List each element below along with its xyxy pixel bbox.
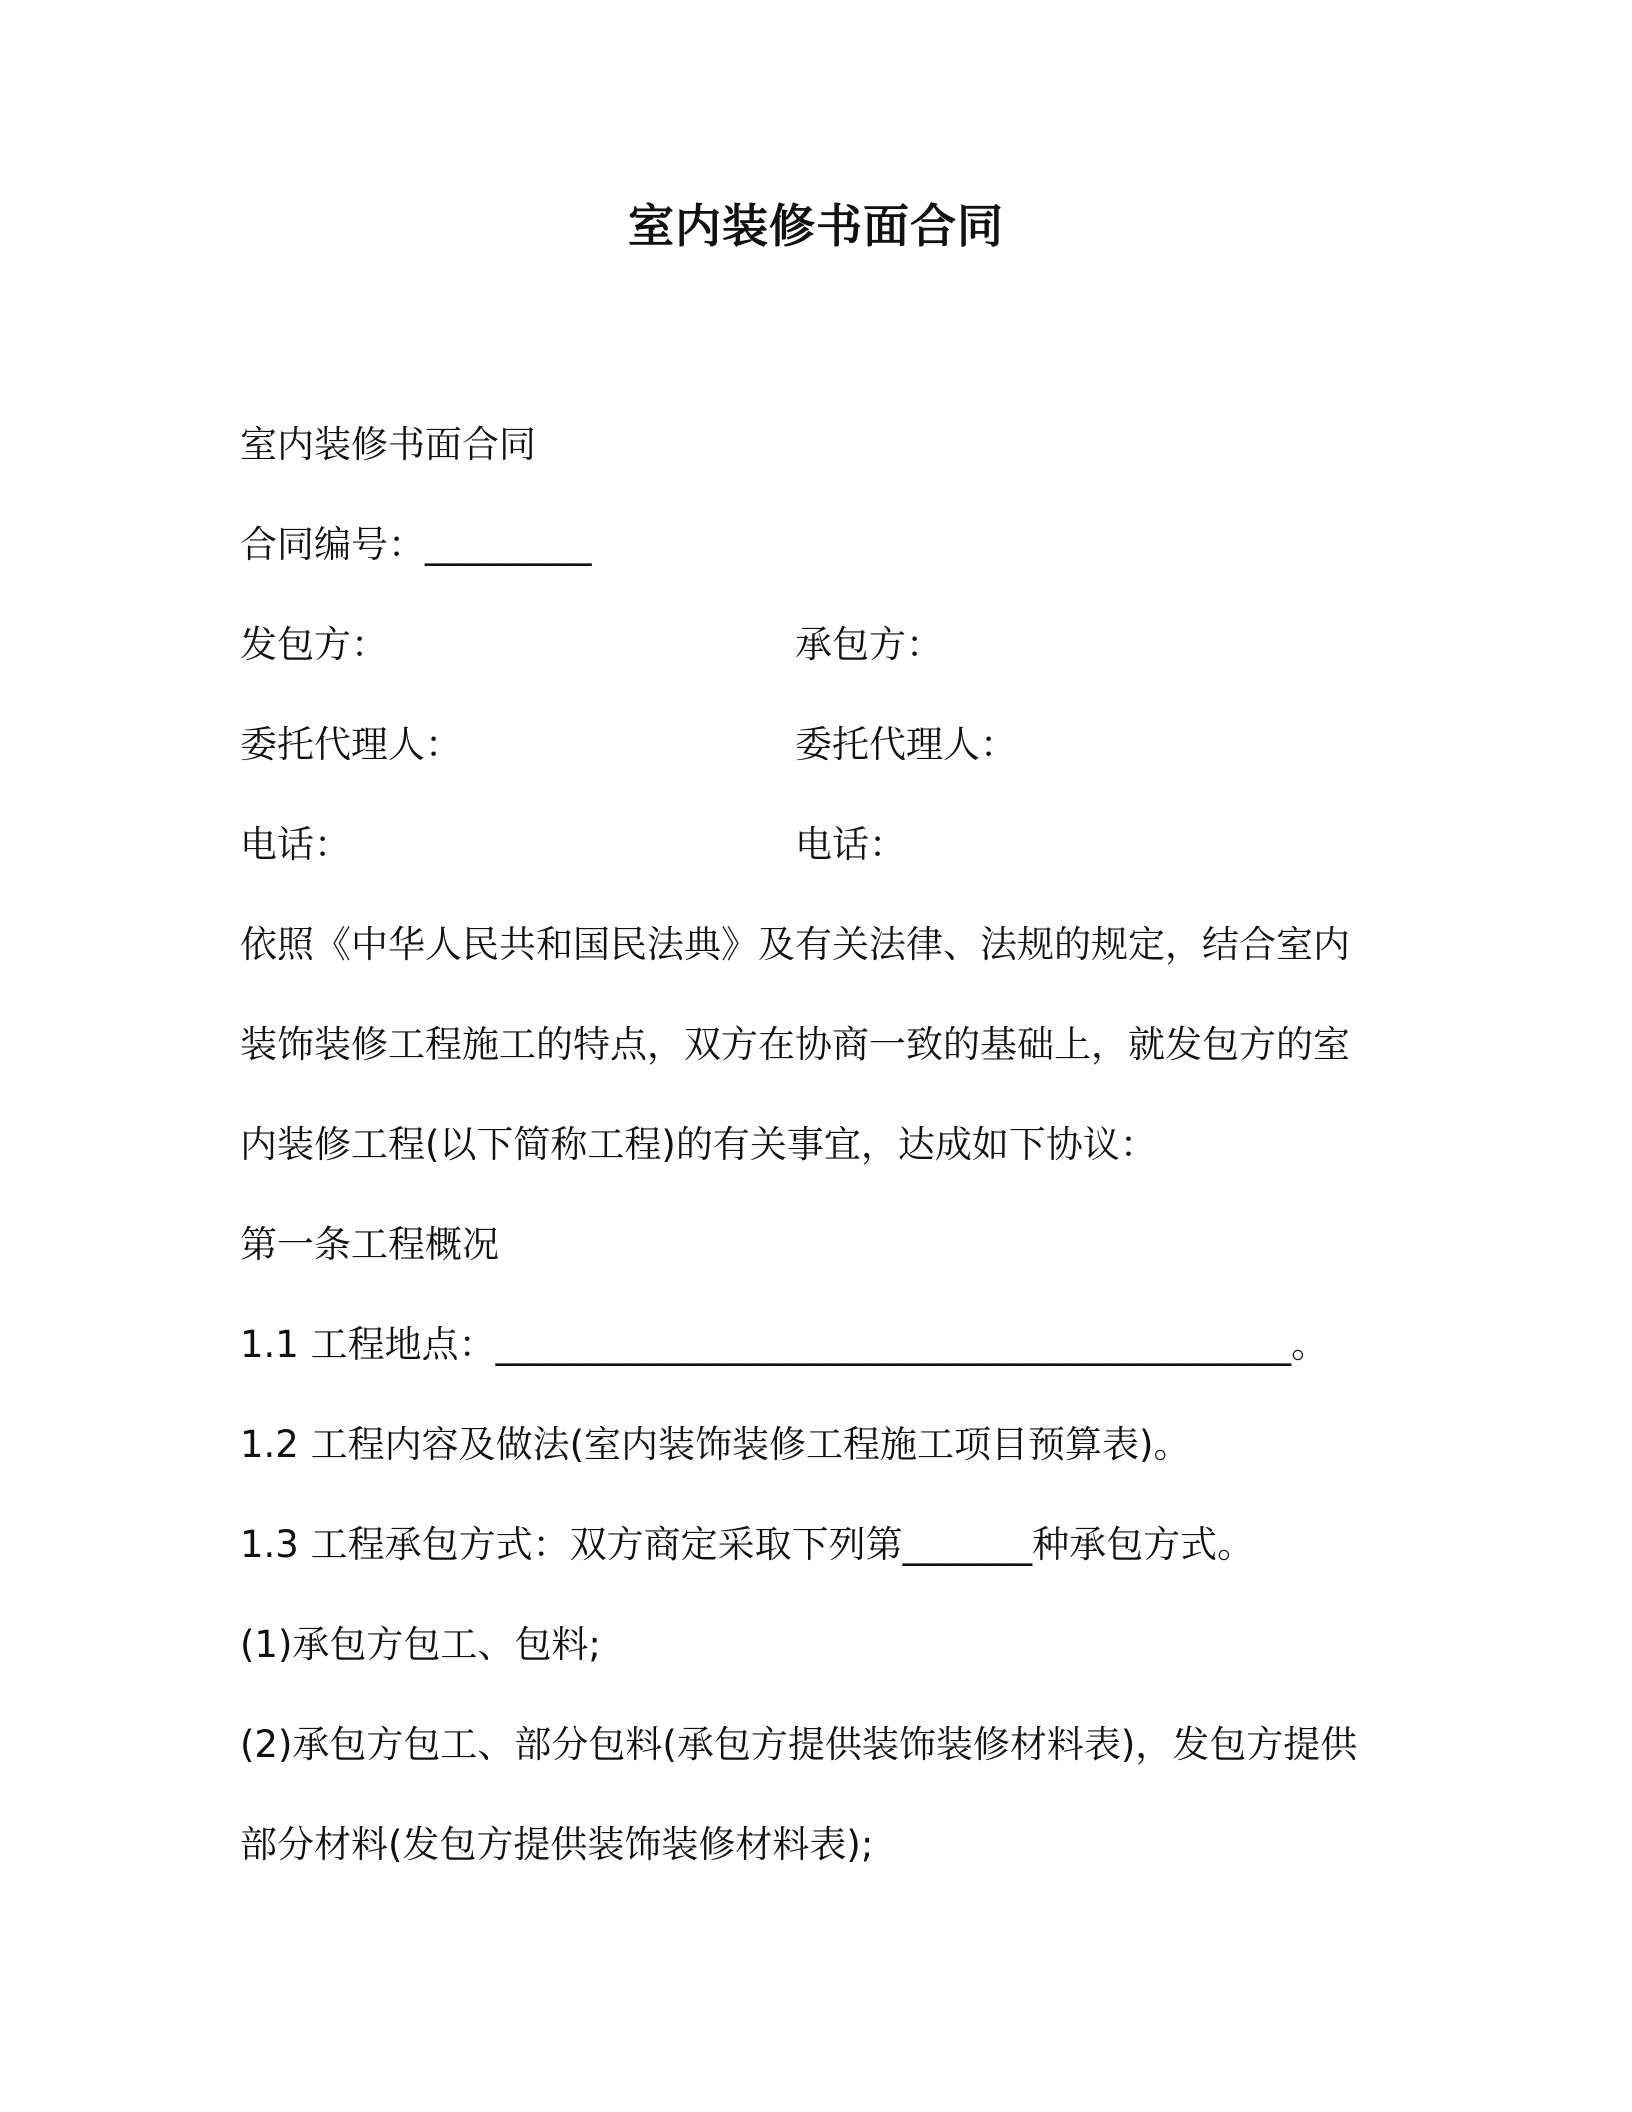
option-2-line-1: (2)承包方包工、部分包料(承包方提供装饰装修材料表)，发包方提供	[240, 1723, 1358, 1766]
preamble-line-2: 装饰装修工程施工的特点，双方在协商一致的基础上，就发包方的室	[240, 1023, 1350, 1066]
phone-b-label: 电话：	[795, 823, 906, 866]
party-b-label: 承包方：	[795, 623, 943, 666]
contract-number-line: 合同编号：_________	[240, 523, 592, 566]
clause-1-2: 1.2 工程内容及做法(室内装饰装修工程施工项目预算表)。	[240, 1423, 1191, 1466]
phone-row	[240, 820, 906, 870]
option-1: (1)承包方包工、包料;	[240, 1623, 601, 1666]
agent-row	[240, 720, 1017, 770]
clause-1-1: 1.1 工程地点：___________________________________________。	[240, 1323, 1329, 1366]
article-1-heading: 第一条工程概况	[240, 1223, 499, 1266]
party-a-label: 发包方：	[240, 623, 388, 666]
document-title: 室内装修书面合同	[628, 199, 1004, 253]
agent-b-label: 委托代理人：	[795, 723, 1017, 766]
preamble-line-3: 内装修工程(以下简称工程)的有关事宜，达成如下协议：	[240, 1123, 1157, 1166]
option-2-line-2: 部分材料(发包方提供装饰装修材料表);	[240, 1823, 874, 1866]
clause-1-3: 1.3 工程承包方式：双方商定采取下列第_______种承包方式。	[240, 1523, 1255, 1566]
preamble-line-1: 依照《中华人民共和国民法典》及有关法律、法规的规定，结合室内	[240, 923, 1350, 966]
party-row	[240, 620, 943, 670]
agent-a-label: 委托代理人：	[240, 723, 462, 766]
document-subtitle: 室内装修书面合同	[240, 423, 536, 466]
phone-a-label: 电话：	[240, 823, 351, 866]
